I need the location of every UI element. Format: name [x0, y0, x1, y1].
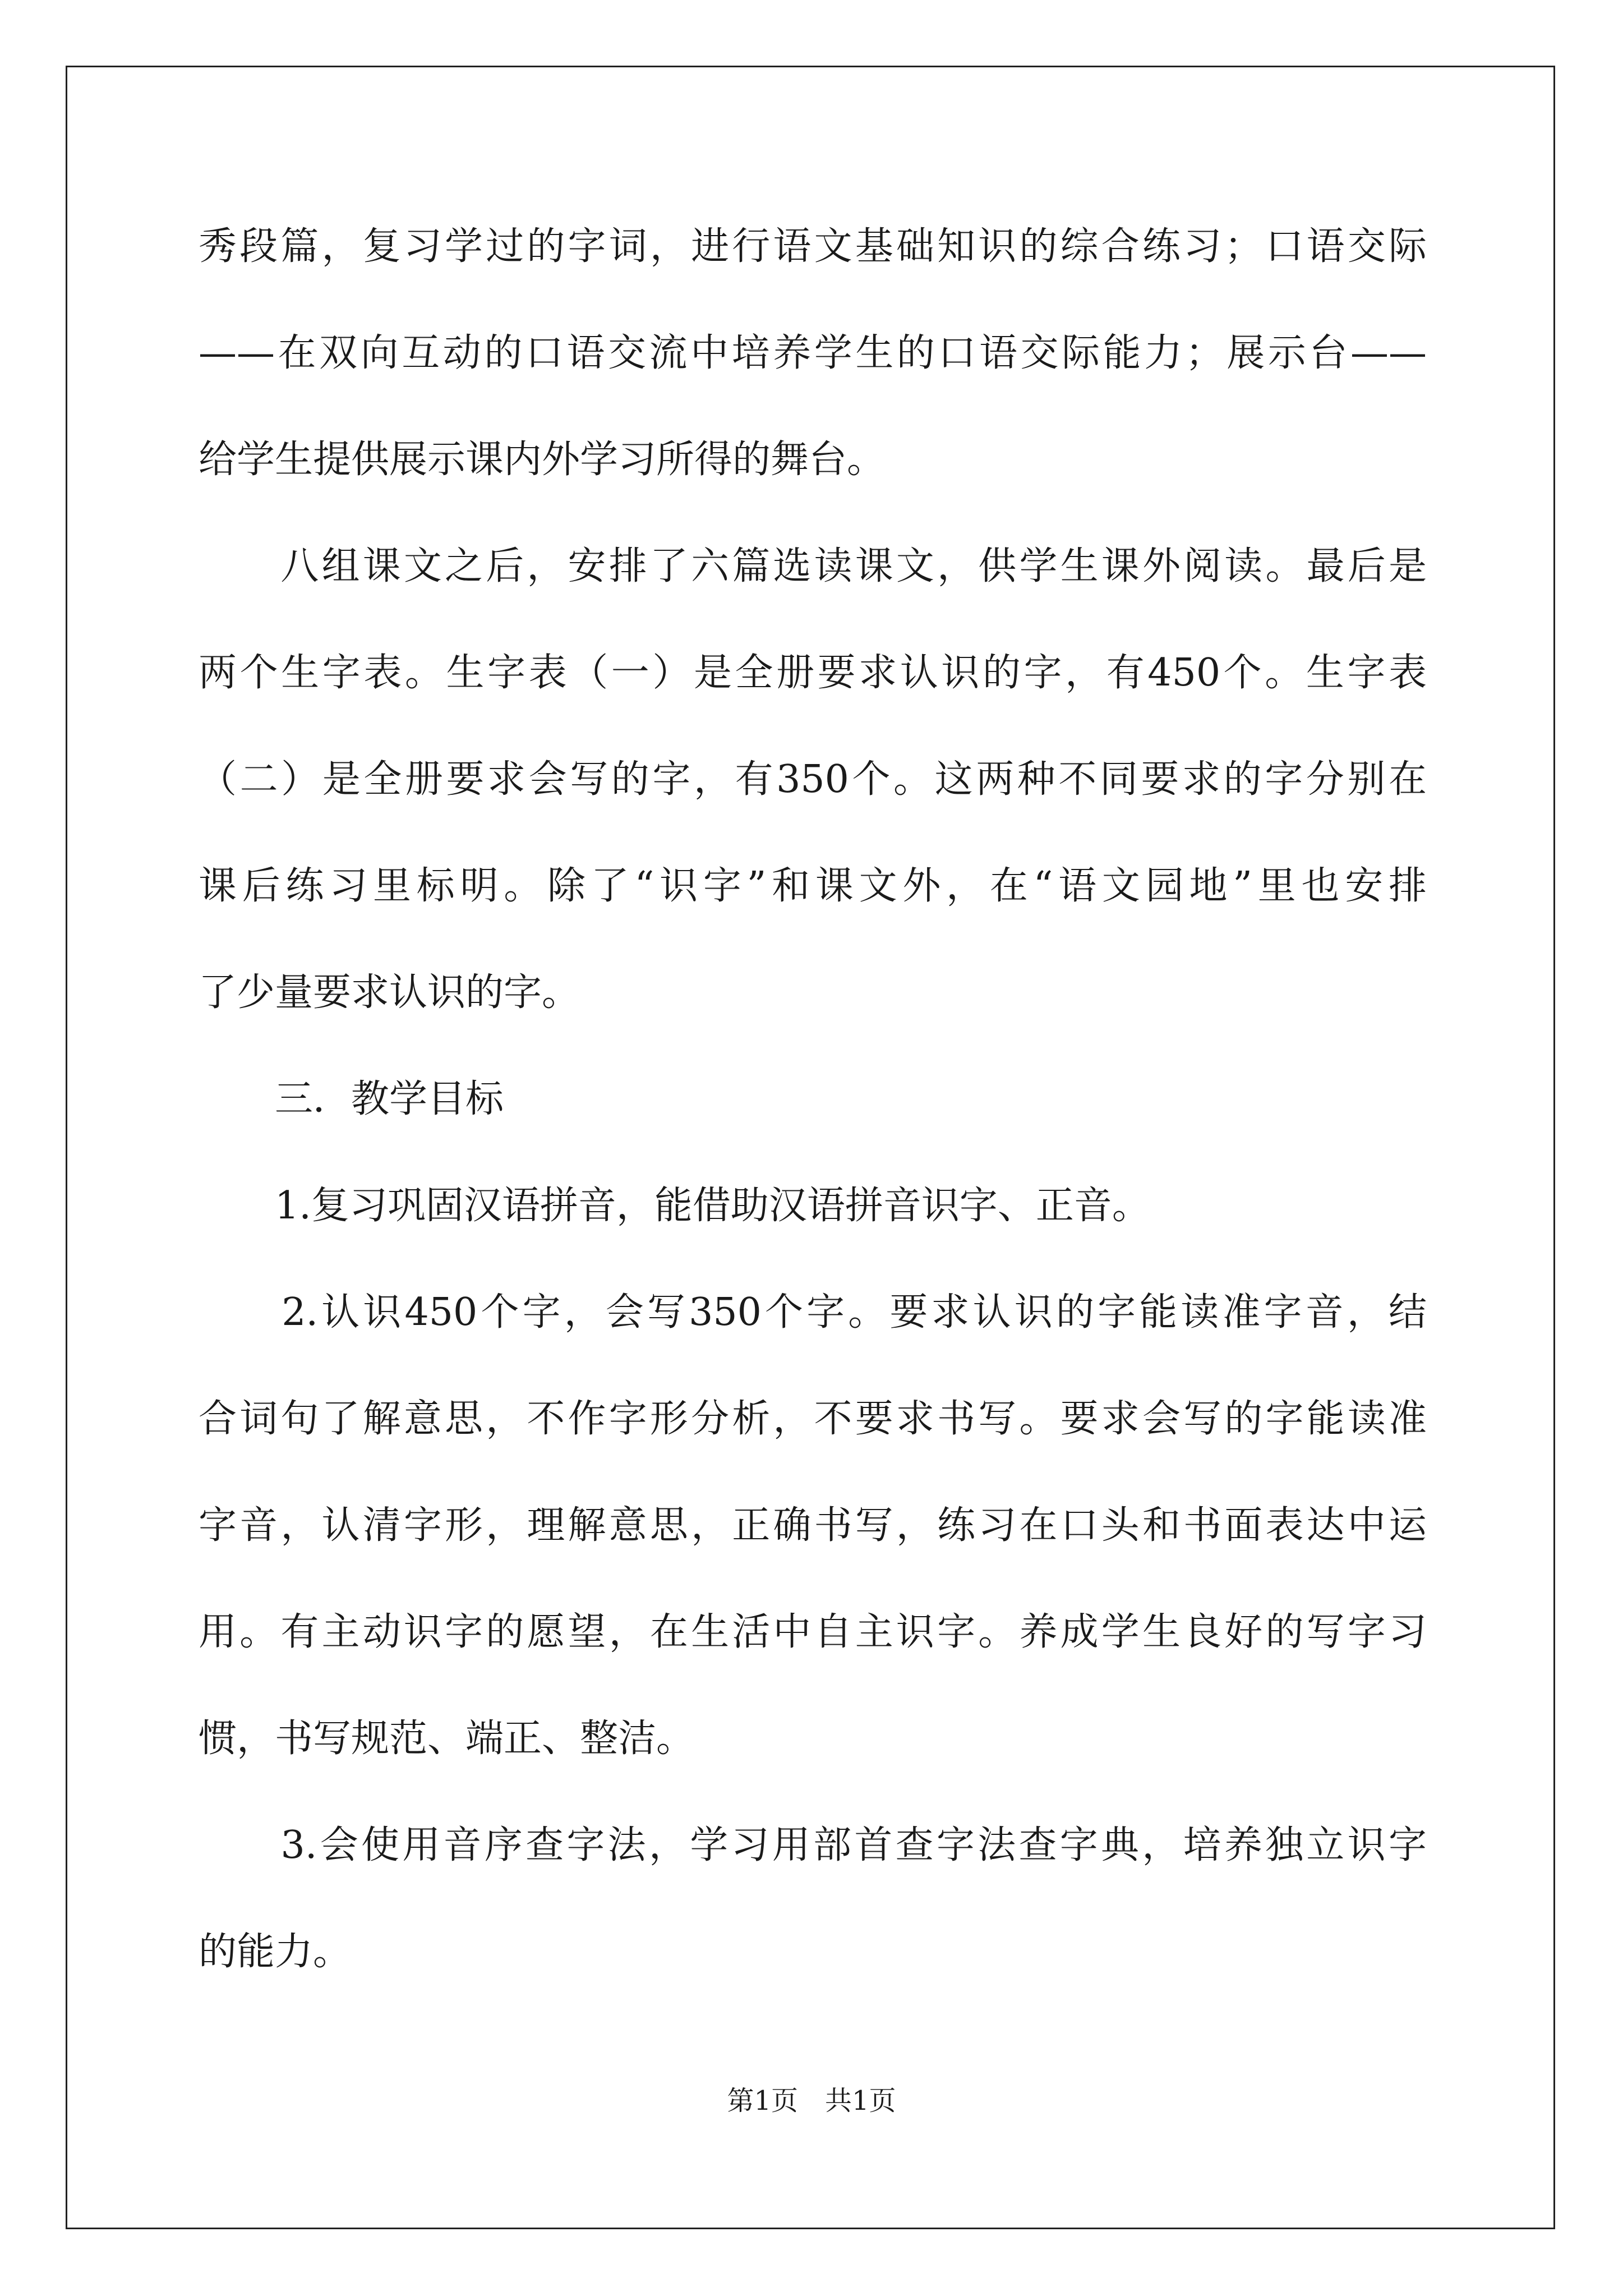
section-heading: 三．教学目标	[199, 1077, 504, 1121]
text-line: 课后练习里标明。除了“识字”和课文外，在“语文园地”里也安排	[199, 864, 1427, 908]
text-line: 给学生提供展示课内外学习所得的舞台。	[199, 438, 886, 482]
text-line: ——在双向互动的口语交流中培养学生的口语交际能力；展示台——	[199, 331, 1427, 375]
text-line: （二）是全册要求会写的字，有350个。这两种不同要求的字分别在	[199, 757, 1427, 802]
page-footer: 第1页 共1页	[727, 2085, 896, 2116]
text-line: 1.复习巩固汉语拼音，能借助汉语拼音识字、正音。	[199, 1184, 1150, 1228]
text-line: 的能力。	[199, 1930, 352, 1974]
text-line: 合词句了解意思，不作字形分析，不要求书写。要求会写的字能读准	[199, 1397, 1427, 1441]
text-line: 2.认识450个字，会写350个字。要求认识的字能读准字音，结	[199, 1290, 1427, 1335]
text-line: 用。有主动识字的愿望，在生活中自主识字。养成学生良好的写字习	[199, 1610, 1427, 1654]
text-line: 字音，认清字形，理解意思，正确书写，练习在口头和书面表达中运	[199, 1503, 1427, 1548]
text-line: 两个生字表。生字表（一）是全册要求认识的字，有450个。生字表	[199, 651, 1427, 695]
text-line: 八组课文之后，安排了六篇选读课文，供学生课外阅读。最后是	[199, 544, 1427, 588]
text-line: 3.会使用音序查字法，学习用部首查字法查字典，培养独立识字	[199, 1823, 1427, 1867]
text-line: 了少量要求认识的字。	[199, 970, 580, 1015]
page-border	[66, 66, 1555, 2229]
text-line: 秀段篇，复习学过的字词，进行语文基础知识的综合练习；口语交际	[199, 224, 1427, 269]
text-line: 惯，书写规范、端正、整洁。	[199, 1717, 695, 1761]
